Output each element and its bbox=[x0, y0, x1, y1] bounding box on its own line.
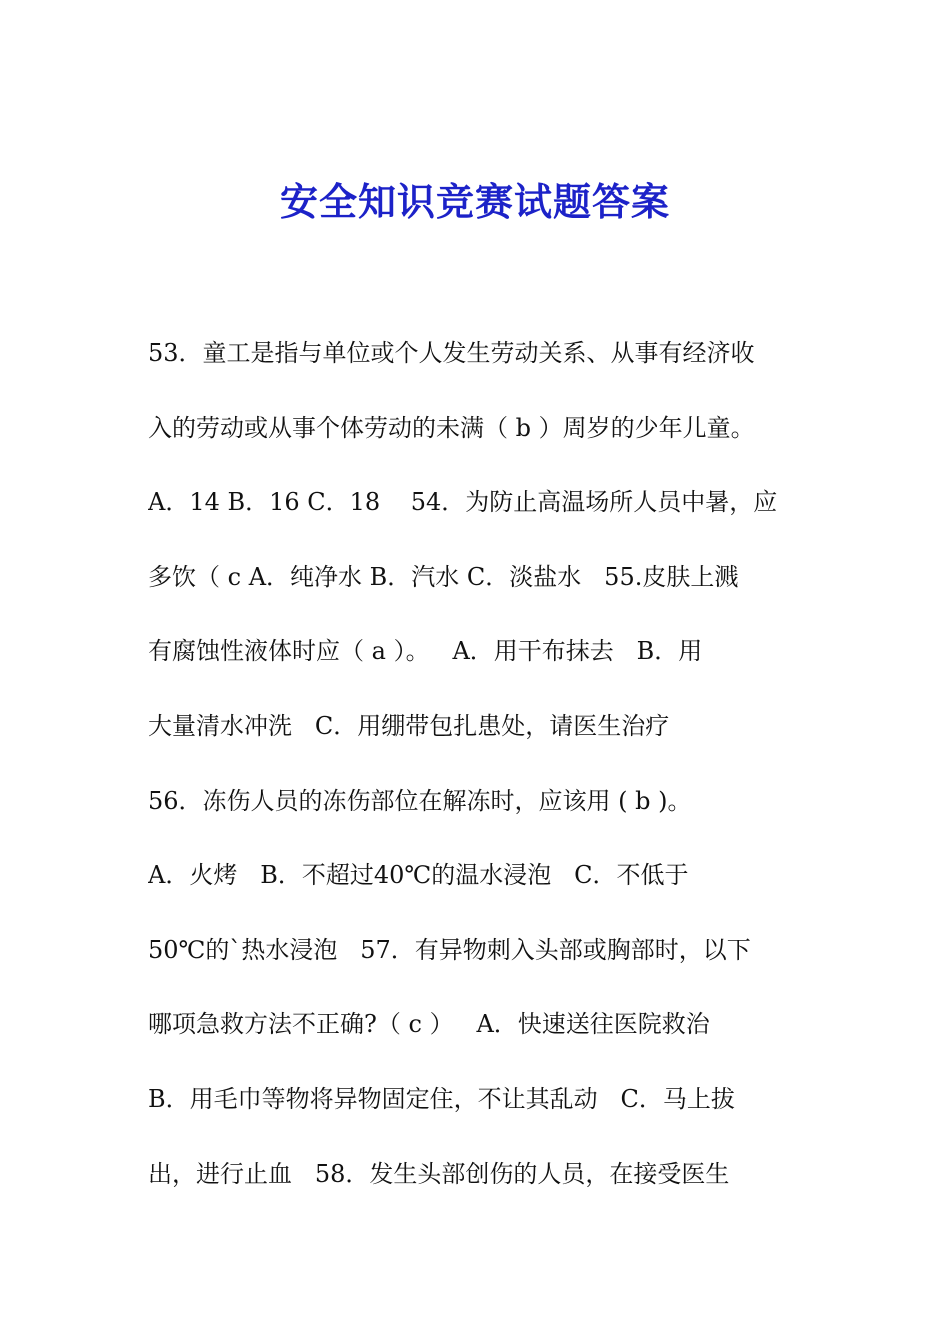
text-line: 入的劳动或从事个体劳动的未满（ b ）周岁的少年儿童。 bbox=[148, 413, 755, 442]
text-line: 50℃的`热水浸泡 57．有异物刺入头部或胸部时，以下 bbox=[148, 935, 751, 964]
text-line: 出，进行止血 58．发生头部创伤的人员，在接受医生 bbox=[148, 1159, 730, 1188]
document-body bbox=[148, 324, 808, 1219]
text-line: 哪项急救方法不正确?（ c ） A．快速送往医院救治 bbox=[148, 1010, 710, 1039]
text-line: 有腐蚀性液体时应（ a ）。 A．用干布抹去 B．用 bbox=[148, 637, 703, 666]
text-line: A．火烤 B．不超过40℃的温水浸泡 C．不低于 bbox=[148, 861, 689, 890]
text-line: 多饮（ c A．纯净水 B．汽水 C．淡盐水 55.皮肤上溅 bbox=[148, 562, 739, 591]
document-title: 安全知识竞赛试题答案 bbox=[279, 179, 670, 224]
text-line: A．14 B．16 C．18 54．为防止高温场所人员中暑，应 bbox=[148, 488, 778, 517]
text-line: B．用毛巾等物将异物固定住，不让其乱动 C．马上拔 bbox=[148, 1084, 735, 1113]
text-line: 大量清水冲洗 C．用绷带包扎患处，请医生治疗 bbox=[148, 711, 670, 740]
text-line: 53．童工是指与单位或个人发生劳动关系、从事有经济收 bbox=[148, 339, 755, 367]
text-line: 56．冻伤人员的冻伤部位在解冻时，应该用 ( b )。 bbox=[148, 786, 692, 815]
